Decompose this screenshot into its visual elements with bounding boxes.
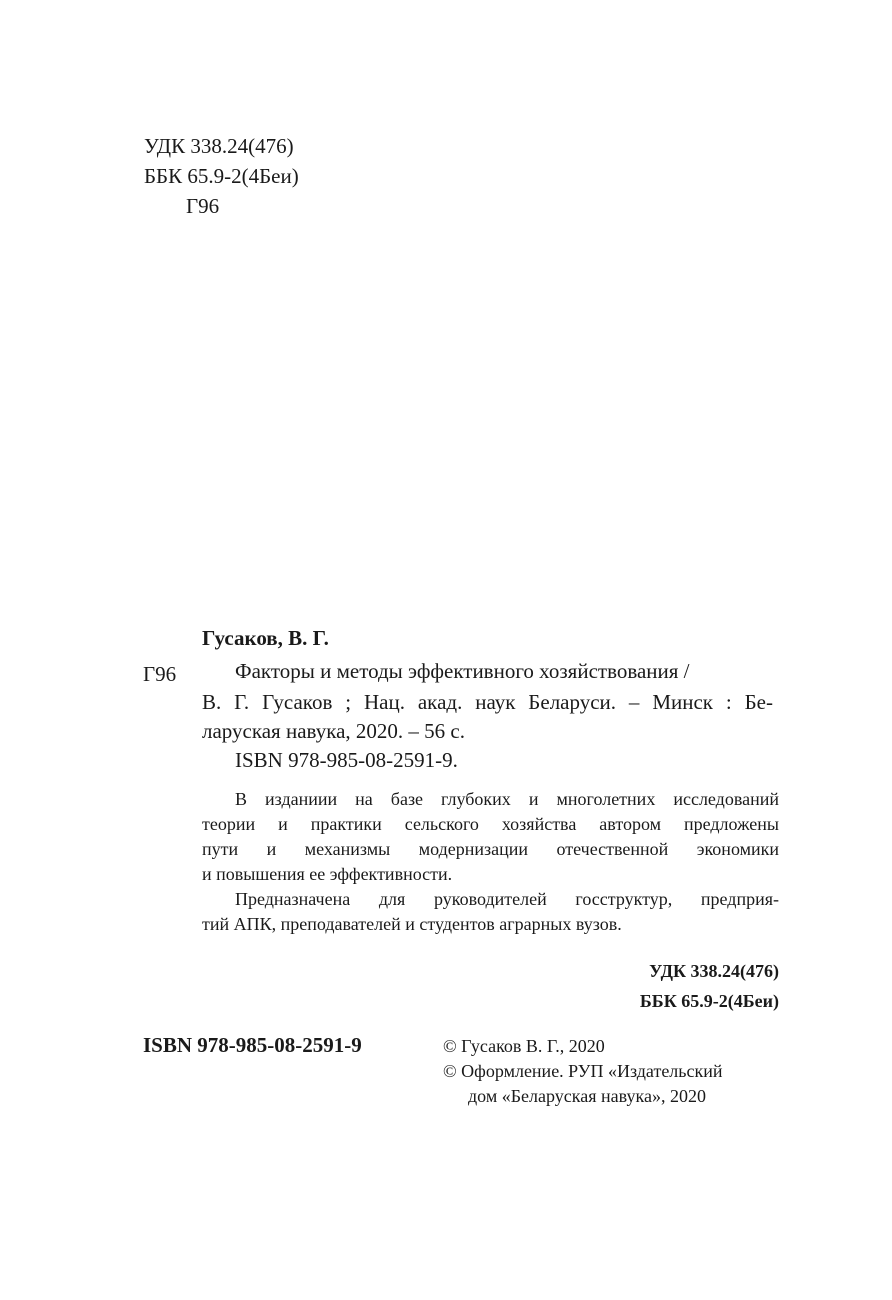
copyright-author: © Гусаков В. Г., 2020 <box>443 1036 605 1056</box>
udk-code: УДК 338.24(476) <box>649 961 779 981</box>
udk-header: УДК 338.24(476) <box>144 134 294 158</box>
bbk-code: ББК 65.9-2(4Беи) <box>639 991 779 1011</box>
annotation-line-3: пути и механизмы модернизации отечественной экономики <box>202 839 779 859</box>
card-author-mark: Г96 <box>143 662 177 686</box>
isbn-footer: ISBN 978-985-08-2591-9 <box>143 1033 362 1057</box>
annotation-line-5: Предназначена для руководителей госструктур, предприя- <box>235 889 779 909</box>
copyright-design-line-2: дом «Беларуская навука», 2020 <box>468 1086 706 1106</box>
annotation-line-6: тий АПК, преподавателей и студентов аграрных вузов. <box>202 914 622 934</box>
bbk-header: ББК 65.9-2(4Беи) <box>144 164 299 188</box>
copyright-design-line-1: © Оформление. РУП «Издательский <box>443 1061 723 1081</box>
card-isbn: ISBN 978-985-08-2591-9. <box>235 748 458 772</box>
author-mark-header: Г96 <box>186 194 220 218</box>
card-title-line-1: Факторы и методы эффективного хозяйствования / <box>235 659 690 683</box>
card-title-line-3: ларуская навука, 2020. – 56 с. <box>202 719 465 743</box>
annotation-line-4: и повышения ее эффективности. <box>202 864 453 884</box>
annotation-line-1: В изданиии на базе глубоких и многолетних исследований <box>235 789 779 809</box>
card-author: Гусаков, В. Г. <box>202 626 329 650</box>
annotation-line-2: теории и практики сельского хозяйства автором предложены <box>202 814 779 834</box>
card-title-line-2: В. Г. Гусаков ; Нац. акад. наук Беларуси. – Минск : Бе- <box>202 690 773 714</box>
